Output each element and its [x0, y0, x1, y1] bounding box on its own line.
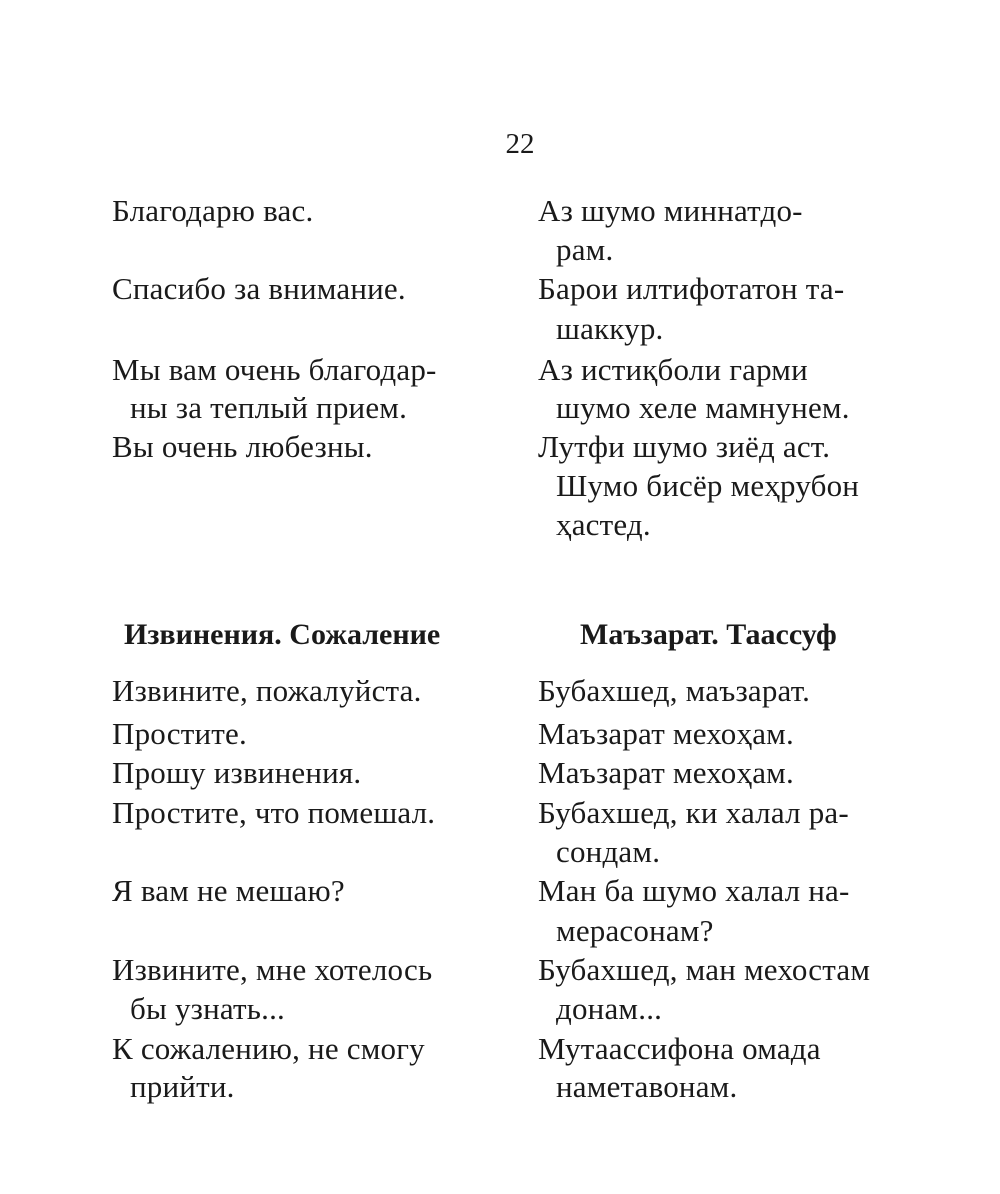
tj-phrase-sorry-disturbed-line2: сондам. — [556, 834, 661, 869]
tj-phrase-thanks-attention-line1: Барои илтифотатон та- — [538, 271, 845, 306]
tj-phrase-want-to-know-line2: донам... — [556, 991, 663, 1026]
tj-phrase-sorry-disturbed-line1: Бубахшед, ки халал ра- — [538, 795, 849, 830]
section-heading-tj: Маъзарат. Таассуф — [580, 618, 837, 651]
tj-phrase-apologize: Маъзарат мехоҳам. — [538, 755, 794, 790]
ru-phrase-grateful-line2: ны за теплый прием. — [130, 390, 408, 425]
ru-phrase-apologize: Прошу извинения. — [112, 755, 362, 790]
ru-phrase-sorry-disturbed: Простите, что помешал. — [112, 795, 436, 830]
tj-phrase-not-disturbing-line1: Ман ба шумо халал на- — [538, 873, 850, 908]
tj-phrase-very-kind-line1: Лутфи шумо зиёд аст. — [538, 429, 831, 464]
ru-phrase-want-to-know-line1: Извините, мне хотелось — [112, 952, 433, 987]
ru-phrase-grateful-line1: Мы вам очень благодар- — [112, 352, 437, 387]
tj-phrase-grateful-line1: Аз истиқболи гарми — [538, 352, 808, 387]
tj-phrase-very-kind-line3: ҳастед. — [556, 507, 651, 542]
ru-phrase-cannot-come-line2: прийти. — [130, 1069, 235, 1104]
tj-phrase-cannot-come-line1: Мутаассифона омада — [538, 1031, 821, 1066]
tj-phrase-forgive-me: Маъзарат мехоҳам. — [538, 716, 794, 751]
tj-phrase-thank-you-line1: Аз шумо миннатдо- — [538, 193, 803, 228]
ru-phrase-want-to-know-line2: бы узнать... — [130, 991, 285, 1026]
ru-phrase-very-kind: Вы очень любезны. — [112, 429, 373, 464]
tj-phrase-thanks-attention-line2: шаккур. — [556, 311, 664, 346]
tj-phrase-cannot-come-line2: наметавонам. — [556, 1069, 738, 1104]
tj-phrase-not-disturbing-line2: мерасонам? — [556, 913, 714, 948]
ru-phrase-cannot-come-line1: К сожалению, не смогу — [112, 1031, 425, 1066]
ru-phrase-not-disturbing: Я вам не мешаю? — [112, 873, 345, 908]
ru-phrase-thank-you: Благодарю вас. — [112, 193, 314, 228]
tj-phrase-excuse-me: Бубахшед, маъзарат. — [538, 673, 811, 708]
page-number: 22 — [505, 128, 535, 160]
ru-phrase-thanks-attention: Спасибо за внимание. — [112, 271, 406, 306]
tj-phrase-thank-you-line2: рам. — [556, 232, 614, 267]
tj-phrase-grateful-line2: шумо хеле мамнунем. — [556, 390, 850, 425]
section-heading-ru: Извинения. Сожаление — [124, 618, 441, 651]
ru-phrase-excuse-me: Извините, пожалуйста. — [112, 673, 422, 708]
tj-phrase-very-kind-line2: Шумо бисёр меҳрубон — [556, 468, 860, 503]
ru-phrase-forgive-me: Простите. — [112, 716, 247, 751]
tj-phrase-want-to-know-line1: Бубахшед, ман мехостам — [538, 952, 871, 987]
